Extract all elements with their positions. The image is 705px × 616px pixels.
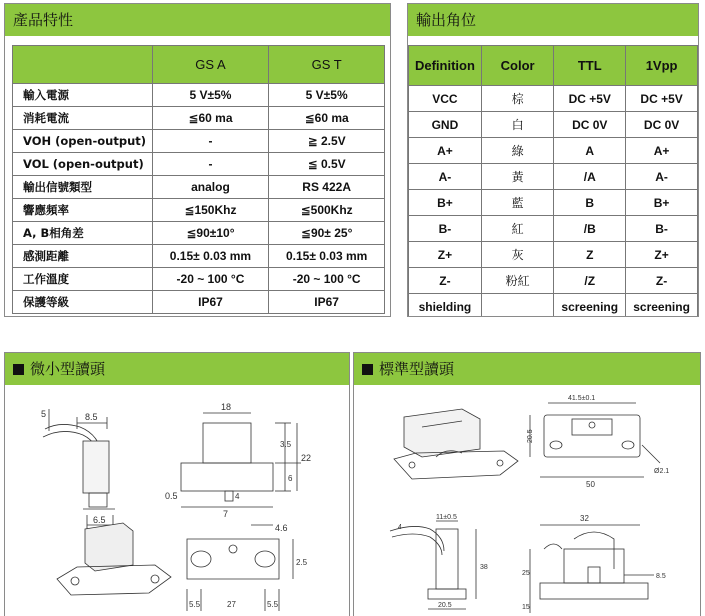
micro-front-view <box>181 413 301 507</box>
output-cell: A+ <box>409 138 482 164</box>
standard-dim-d11: 15 <box>522 604 530 611</box>
output-cell: B- <box>409 216 482 242</box>
micro-dim-d15: 2.5 <box>296 558 308 567</box>
micro-dim-d5: 3.5 <box>280 440 292 449</box>
standard-title: 標準型讀頭 <box>379 360 455 378</box>
specs-cell: - <box>152 153 269 176</box>
output-row <box>409 138 698 164</box>
specs-cell: ≦60 ma <box>269 107 385 130</box>
output-cell: 棕 <box>481 86 554 112</box>
output-cell: /Z <box>554 268 626 294</box>
output-cell: Z- <box>626 268 698 294</box>
output-cell: 紅 <box>481 216 554 242</box>
standard-dim-d7: 20.5 <box>438 602 452 609</box>
micro-dim-d4: 18 <box>221 402 232 412</box>
standard-dim-d8: 4 <box>398 524 402 531</box>
micro-header <box>5 353 349 385</box>
specs-row <box>13 84 385 107</box>
specs-header-gst: GS T <box>269 46 385 84</box>
output-cell: 藍 <box>481 190 554 216</box>
specs-cell: - <box>152 130 269 153</box>
specs-cell: 0.15± 0.03 mm <box>152 245 269 268</box>
specs-cell: ≦60 ma <box>152 107 269 130</box>
micro-dim-d8: 7 <box>223 509 229 519</box>
specs-cell: IP67 <box>152 291 269 314</box>
micro-dim-d7: 22 <box>301 453 312 463</box>
output-cell: A <box>554 138 626 164</box>
output-row <box>409 242 698 268</box>
specs-cell: ≧ 2.5V <box>269 130 385 153</box>
specs-cell: ≦ 0.5V <box>269 153 385 176</box>
micro-dim-d1: 8.5 <box>85 412 98 422</box>
micro-dim-d13: 27 <box>227 600 236 609</box>
specs-cell: 消耗電流 <box>13 107 153 130</box>
output-row <box>409 294 698 318</box>
specs-cell: 輸出信號類型 <box>13 176 153 199</box>
standard-dim-d12: 8.5 <box>656 573 666 580</box>
output-title: 輸出角位 <box>408 4 698 36</box>
specs-cell: 感測距離 <box>13 245 153 268</box>
micro-dim-d9: 0.5 <box>165 491 178 501</box>
specs-row <box>13 291 385 314</box>
output-cell: A- <box>409 164 482 190</box>
specs-row <box>13 153 385 176</box>
output-cell: 黃 <box>481 164 554 190</box>
output-cell: A+ <box>626 138 698 164</box>
output-cell: Z+ <box>409 242 482 268</box>
output-row <box>409 112 698 138</box>
specs-cell: IP67 <box>269 291 385 314</box>
micro-dim-d10: 4 <box>235 492 240 501</box>
standard-dim-d10: 25 <box>522 570 530 577</box>
standard-front-view <box>530 525 654 613</box>
specs-cell: 保護等級 <box>13 291 153 314</box>
output-panel <box>407 3 699 317</box>
standard-header <box>354 353 700 385</box>
output-cell <box>481 294 554 318</box>
output-cell: B- <box>626 216 698 242</box>
output-cell: Z+ <box>626 242 698 268</box>
output-cell: screening <box>554 294 626 318</box>
output-row <box>409 216 698 242</box>
specs-row <box>13 199 385 222</box>
output-cell: /A <box>554 164 626 190</box>
specs-cell: ≦150Khz <box>152 199 269 222</box>
output-row <box>409 190 698 216</box>
micro-title: 微小型讀頭 <box>30 360 106 378</box>
square-bullet-icon <box>362 364 373 375</box>
specs-cell: 輸入電源 <box>13 84 153 107</box>
output-table <box>408 45 698 317</box>
specs-row <box>13 268 385 291</box>
micro-dim-d14: 5.5 <box>267 600 279 609</box>
specs-cell: analog <box>152 176 269 199</box>
specs-panel <box>4 3 391 317</box>
output-header-ttl: TTL <box>554 46 626 86</box>
output-cell: GND <box>409 112 482 138</box>
specs-cell: ≦500Khz <box>269 199 385 222</box>
output-cell: B+ <box>409 190 482 216</box>
specs-row <box>13 176 385 199</box>
specs-row <box>13 107 385 130</box>
standard-dim-d5: 11±0.5 <box>436 514 457 521</box>
output-cell: shielding <box>409 294 482 318</box>
output-cell: Z- <box>409 268 482 294</box>
standard-dim-d3: 50 <box>586 480 595 489</box>
specs-row <box>13 222 385 245</box>
standard-dim-d4: Ø2.1 <box>654 468 670 475</box>
micro-dim-d12: 5.5 <box>189 600 201 609</box>
output-cell: 粉紅 <box>481 268 554 294</box>
output-cell: 灰 <box>481 242 554 268</box>
standard-iso-head <box>394 409 518 479</box>
micro-iso-base <box>57 523 171 595</box>
square-bullet-icon <box>13 364 24 375</box>
output-row <box>409 164 698 190</box>
micro-dim-d3: 5 <box>41 409 47 419</box>
standard-side-view <box>390 521 476 609</box>
output-cell: /B <box>554 216 626 242</box>
specs-cell: -20 ~ 100 °C <box>269 268 385 291</box>
output-cell: VCC <box>409 86 482 112</box>
output-cell: DC +5V <box>554 86 626 112</box>
standard-top-view <box>530 403 660 477</box>
output-cell: DC 0V <box>626 112 698 138</box>
specs-row <box>13 130 385 153</box>
specs-cell: 5 V±5% <box>269 84 385 107</box>
standard-panel <box>353 352 701 616</box>
specs-cell: 0.15± 0.03 mm <box>269 245 385 268</box>
micro-dim-d2: 6.5 <box>93 515 106 525</box>
micro-dim-d6: 6 <box>288 474 293 483</box>
specs-cell: ≦90± 25° <box>269 222 385 245</box>
specs-cell: 5 V±5% <box>152 84 269 107</box>
output-cell: Z <box>554 242 626 268</box>
specs-cell: ≦90±10° <box>152 222 269 245</box>
micro-panel <box>4 352 350 616</box>
specs-cell: VOH (open-output) <box>13 130 153 153</box>
micro-top-view <box>187 525 293 611</box>
standard-dim-d2: 20.5 <box>527 429 534 443</box>
output-cell: B+ <box>626 190 698 216</box>
specs-cell: 響應頻率 <box>13 199 153 222</box>
output-cell: DC 0V <box>554 112 626 138</box>
specs-table <box>12 45 385 314</box>
standard-dim-d6: 38 <box>480 564 488 571</box>
output-cell: screening <box>626 294 698 318</box>
specs-title: 產品特性 <box>5 4 390 36</box>
standard-drawings <box>354 389 700 615</box>
specs-header-gsa: GS A <box>152 46 269 84</box>
specs-cell: 工作溫度 <box>13 268 153 291</box>
micro-dim-d11: 4.6 <box>275 523 288 533</box>
output-cell: A- <box>626 164 698 190</box>
micro-drawings <box>5 389 349 615</box>
output-cell: DC +5V <box>626 86 698 112</box>
output-cell: B <box>554 190 626 216</box>
micro-iso-head <box>43 409 115 531</box>
output-cell: 綠 <box>481 138 554 164</box>
specs-header-blank <box>13 46 153 84</box>
specs-row <box>13 245 385 268</box>
output-row <box>409 268 698 294</box>
standard-dim-d1: 41.5±0.1 <box>568 395 596 402</box>
output-header-definition: Definition <box>409 46 482 86</box>
specs-cell: RS 422A <box>269 176 385 199</box>
output-cell: 白 <box>481 112 554 138</box>
output-header-1vpp: 1Vpp <box>626 46 698 86</box>
specs-cell: A, B相角差 <box>13 222 153 245</box>
specs-cell: -20 ~ 100 °C <box>152 268 269 291</box>
output-header-color: Color <box>481 46 554 86</box>
standard-dim-d9: 32 <box>580 514 589 523</box>
specs-cell: VOL (open-output) <box>13 153 153 176</box>
output-row <box>409 86 698 112</box>
